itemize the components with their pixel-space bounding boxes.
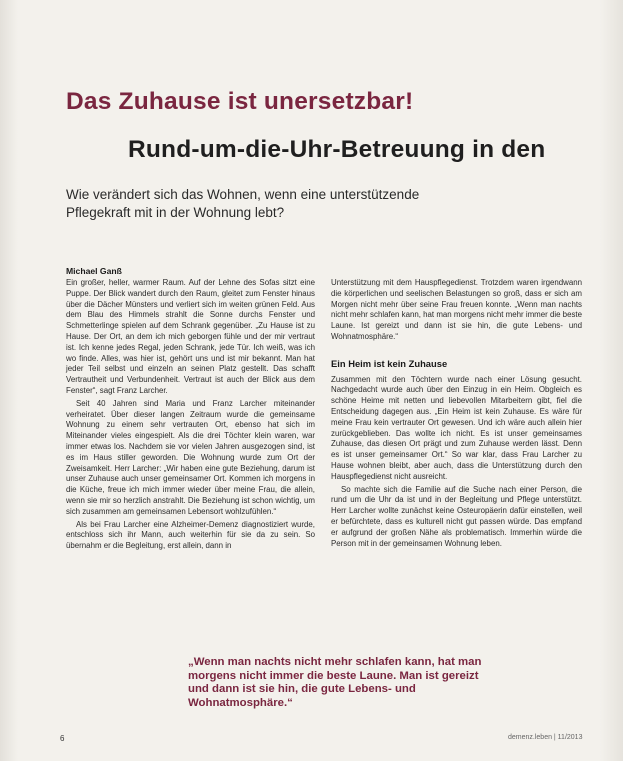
page-number: 6: [60, 734, 65, 743]
body-paragraph: Unterstützung mit dem Hauspflegedienst. Trotzdem waren irgendwann die körperlichen und seelischen Belastungen so groß, dass er sich am Morgen nicht mehr über seine Frau freuen konnte. „Wenn man nachts nicht mehr schlafen kann, hat man morgens nicht mehr immer die beste Laune. Ist gereizt und dann ist sie hin, die gute Lebens- und Wohnatmosphäre.“: [331, 278, 582, 341]
text-column-left: [66, 278, 315, 554]
text-column-right: [331, 278, 582, 551]
footer-publication: demenz.leben | 11/2013: [508, 734, 583, 741]
body-paragraph: Seit 40 Jahren sind Maria und Franz Larcher miteinander verheiratet. Über dieser langen Zeitraum wurde die gemeinsame Wohnung zu einem sehr vertrauten Ort, ebenso hat sich im Miteinander vieles eingespielt. Als die drei Töchter klein waren, war immer etwas los. Nachdem sie vor vielen Jahren ausgezogen sind, ist es im Haus stiller geworden. Die Wohnung wurde zum Ort der Zweisamkeit. Herr Larcher: „Wir haben eine gute Beziehung, darum ist unser Zuhause auch unser gemeinsamer Ort. Kommen ich morgens in die Küche, freue ich mich immer wieder über meine Frau, die allein, wenn sie mir so herzlich anstrahlt. Die Beziehung ist schon wichtig, um sich zusammen am gemeinsamen Lebensort wohlzufühlen.“: [66, 398, 315, 516]
body-paragraph: So machte sich die Familie auf die Suche nach einer Person, die rund um die Uhr da ist und in der Begleitung und Pflege unterstützt. Herr Larcher wollte zunächst keine Osteuropäerin dafür einstellen, weil er befürchtete, dass es kulturell nicht gut passen würde. Das empfand er aufgrund der großen Nähe als problematisch. Immerhin würde die Person mit in der gemeinsamen Wohnung leben.: [331, 484, 582, 548]
body-paragraph: Zusammen mit den Töchtern wurde nach einer Lösung gesucht. Nachgedacht wurde auch über den Einzug in ein Heim. Obgleich es schöne Heime mit netten und liebevollen Mitarbeitern gibt, fiel die Entscheidung dagegen aus. „Ein Heim ist kein Zuhause. Es wäre für meine Frau kein vertrauter Ort gewesen. Und ich wäre auch allein hier zurückgeblieben. Das wollte ich nicht. Es ist unser gemeinsames Zuhause, das diesen Ort prägt und zum Zuhause werden lässt. Denn es ist unser gemeinsamer Ort.“ So war klar, dass Frau Larcher zu Hause wohnen bleibt, aber auch, dass die Unterstützung durch den Hauspflegedienst nicht ausreicht.: [331, 374, 582, 481]
lead-paragraph: Wie verändert sich das Wohnen, wenn eine unterstützende Pflegekraft mit in der Wohnung lebt?: [66, 187, 420, 220]
author-name: Michael Ganß: [66, 266, 122, 276]
article-title: Das Zuhause ist unersetzbar!: [66, 88, 414, 115]
article-subtitle: Rund-um-die-Uhr-Betreuung in den: [128, 136, 546, 163]
body-paragraph: Ein großer, heller, warmer Raum. Auf der Lehne des Sofas sitzt eine Puppe. Der Blick wandert durch den Raum, gleitet zum Fenster hinaus über die Dächer Münsters und verliert sich im weiten grünen Feld. Aus dem Blau des Himmels strahlt die Sonne durchs Fenster und Schmetterlinge spielen auf dem Schrank gegenüber. „Zu Hause ist zu Hause. Der Ort, an dem ich mich geborgen fühle und der mir vertraut ist. Ich kenne jedes Regal, jeden Schrank, jede Tür. Ich weiß, was ich wo finde. Alles, was hier ist, gehört uns und ist mir bekannt. Man hat jeder Teil selbst und einzeln an seinen Platz gestellt. Das schafft Vertrautheit und Verbundenheit. Vertraut ist auch der Blick aus dem Fenster“, sagt Franz Larcher.: [66, 278, 315, 395]
pull-quote: „Wenn man nachts nicht mehr schlafen kann, hat man morgens nicht immer die beste Laune. Man ist gereizt und dann ist sie hin, die gute Lebens- und Wohnatmosphäre.“: [188, 656, 482, 709]
section-heading: Ein Heim ist kein Zuhause: [331, 357, 448, 369]
body-paragraph: Als bei Frau Larcher eine Alzheimer-Demenz diagnostiziert wurde, entschloss sich ihr Mann, auch weiterhin für sie da zu sein. So übernahm er die Begleitung, erst allein, dann in: [66, 519, 315, 551]
